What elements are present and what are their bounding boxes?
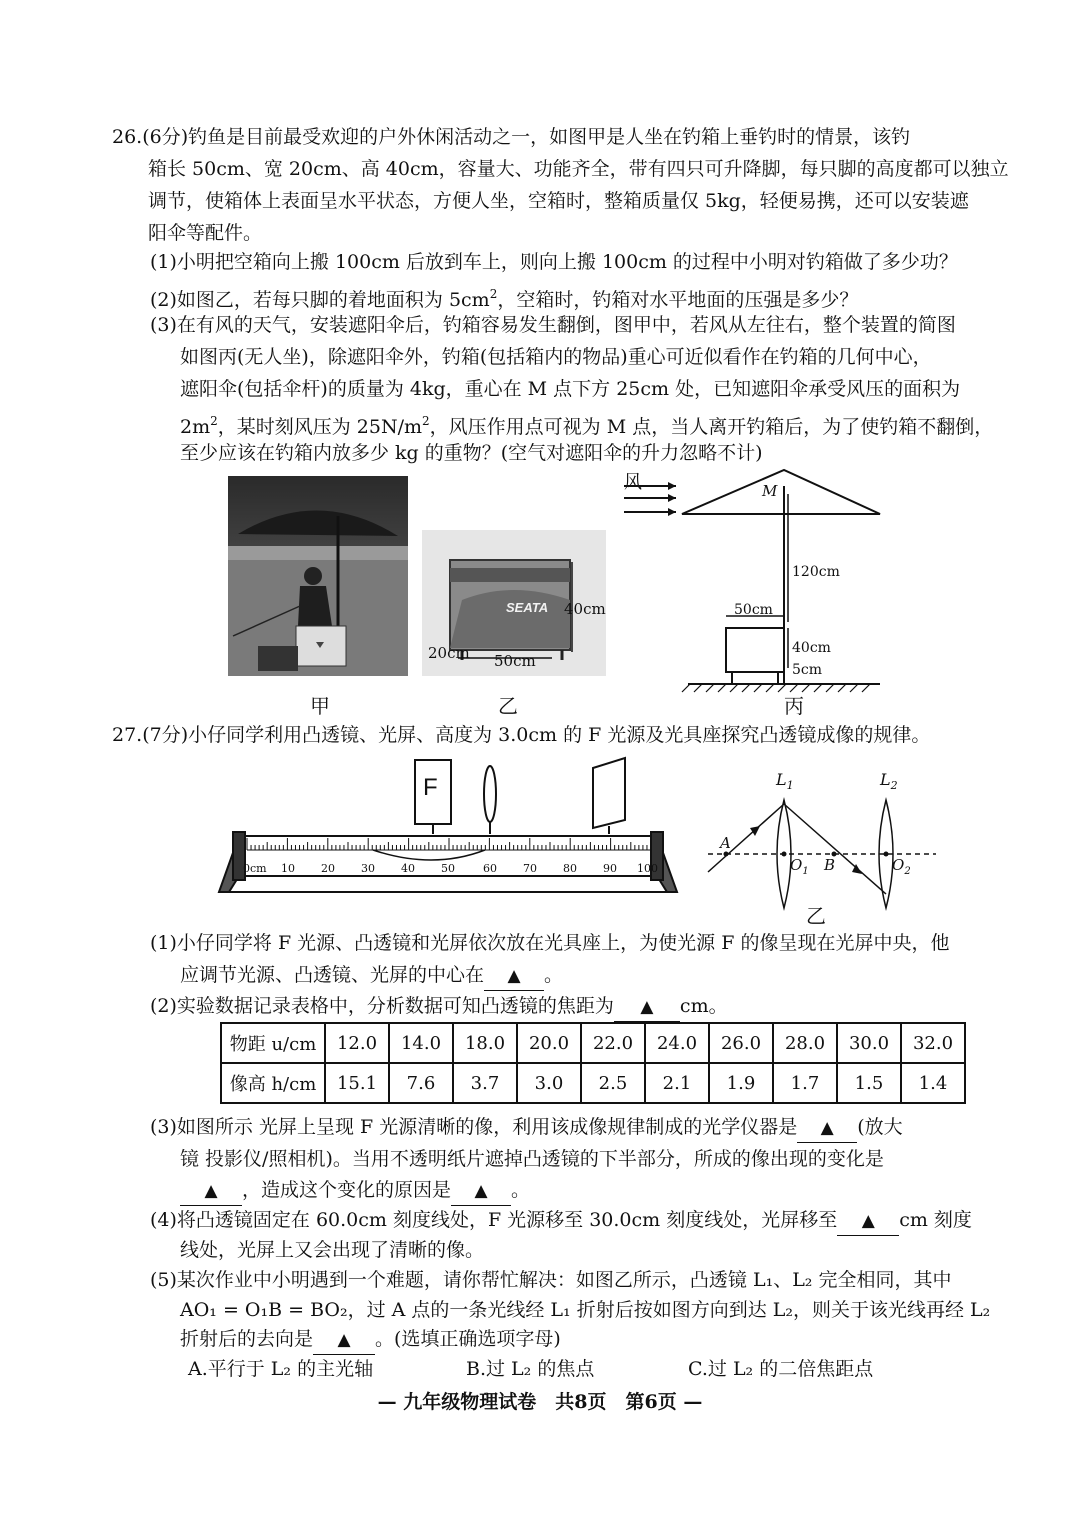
point-m-label: M [762, 482, 778, 500]
table-cell: 12.0 [325, 1023, 389, 1063]
q27-s3-line1: (3)如图所示 光屏上呈现 F 光源清晰的像，利用该成像规律制成的光学仪器是 ▲ (放大 [150, 1113, 903, 1143]
box-height-label: 40cm [564, 600, 606, 618]
tick-label-40: 40 [401, 862, 415, 875]
table-cell: 1.4 [901, 1063, 965, 1103]
tick-label-100: 100 [637, 862, 658, 875]
optical-bench [205, 754, 695, 904]
table-cell: 1.7 [773, 1063, 837, 1103]
f-light-source-label: F [423, 774, 438, 801]
tick-label-90: 90 [603, 862, 617, 875]
lens-l2-label: $L_2$ [880, 770, 898, 792]
table-cell: 20.0 [517, 1023, 581, 1063]
q26-sub3-line4: $2m^2$，某时刻风压为 $25N/m^2$，风压作用点可视为 M 点，当人离开钓箱后，为了使钓箱不翻倒， [180, 414, 994, 438]
option-a[interactable]: A.平行于 L₂ 的主光轴 [188, 1358, 374, 1380]
tick-label-20: 20 [321, 862, 335, 875]
q26-sub3-line2: 如图丙(无人坐)，除遮阳伞外，钓箱(包括箱内的物品)重心可近似看作在钓箱的几何中心， [180, 346, 932, 368]
option-b[interactable]: B.过 L₂ 的焦点 [466, 1358, 595, 1380]
q26-line-4: 阳伞等配件。 [148, 222, 263, 244]
lens-l1-label: $L_1$ [776, 770, 794, 792]
q27-intro: 27.(7分)小仔同学利用凸透镜、光屏、高度为 3.0cm 的 F 光源及光具座探究凸透镜成像的规律。 [112, 724, 931, 746]
table-cell: 3.0 [517, 1063, 581, 1103]
box-length-label: 50cm [494, 652, 536, 670]
q26-line-3: 调节，使箱体上表面呈水平状态，方便人坐，空箱时，整箱质量仅 5kg，轻便易携，还可以安装遮 [148, 190, 969, 212]
q27-s3-line3: ▲ ，造成这个变化的原因是 ▲ 。 [180, 1176, 530, 1206]
table-row-distance [221, 1023, 965, 1063]
q27-s5-line1: (5)某次作业中小明遇到一个难题，请你帮忙解决：如图乙所示，凸透镜 L₁、L₂ 完全相同，其中 [150, 1269, 952, 1291]
dim-120-label: 120cm [792, 564, 840, 580]
q27-s1-line2: 应调节光源、凸透镜、光屏的中心在 ▲ 。 [180, 961, 563, 991]
table-head-distance: 物距 u/cm [221, 1023, 325, 1063]
q27-s5-line2: AO₁ = O₁B = BO₂，过 A 点的一条光线经 L₁ 折射后按如图方向到达 L₂，则关于该光线再经 L₂ [180, 1299, 991, 1321]
point-a-label: A [720, 834, 731, 852]
table-cell: 18.0 [453, 1023, 517, 1063]
table-head-height: 像高 h/cm [221, 1063, 325, 1103]
point-o1-label: $O_1$ [790, 856, 809, 877]
table-cell: 2.1 [645, 1063, 709, 1103]
caption-bing: 丙 [784, 694, 804, 718]
tackle-box-photo [422, 530, 606, 676]
table-cell: 30.0 [837, 1023, 901, 1063]
table-cell: 14.0 [389, 1023, 453, 1063]
q26-sub2: (2)如图乙，若每只脚的着地面积为 $5cm^2$，空箱时，钓箱对水平地面的压强是多少？ [150, 287, 859, 311]
lens-diagram [700, 760, 940, 920]
caption-jia: 甲 [310, 694, 330, 718]
tick-label-0: 0cm [243, 862, 267, 875]
caption-yi: 乙 [498, 694, 518, 718]
box-brand-label: SEATA [506, 600, 549, 615]
table-cell: 24.0 [645, 1023, 709, 1063]
answer-blank-6[interactable]: ▲ [837, 1207, 899, 1236]
answer-blank-5[interactable]: ▲ [451, 1177, 511, 1206]
q27-s4-line2: 线处，光屏上又会出现了清晰的像。 [180, 1239, 485, 1261]
tick-label-70: 70 [523, 862, 537, 875]
answer-blank-7[interactable]: ▲ [313, 1326, 375, 1355]
option-c[interactable]: C.过 L₂ 的二倍焦距点 [688, 1358, 874, 1380]
table-cell: 1.5 [837, 1063, 901, 1103]
table-cell: 22.0 [581, 1023, 645, 1063]
lens-data-table [220, 1022, 966, 1104]
wind-label: 风 [624, 472, 642, 493]
q27-s2: (2)实验数据记录表格中，分析数据可知凸透镜的焦距为 ▲ cm。 [150, 992, 728, 1022]
tick-label-50: 50 [441, 862, 455, 875]
table-cell: 2.5 [581, 1063, 645, 1103]
tick-label-30: 30 [361, 862, 375, 875]
q26-sub3-line3: 遮阳伞(包括伞杆)的质量为 4kg，重心在 M 点下方 25cm 处，已知遮阳伞承受风压的面积为 [180, 378, 961, 400]
q26-sub1: (1)小明把空箱向上搬 100cm 后放到车上，则向上搬 100cm 的过程中小明对钓箱做了多少功？ [150, 251, 958, 273]
table-cell: 26.0 [709, 1023, 773, 1063]
table-cell: 15.1 [325, 1063, 389, 1103]
page-footer: — 九年级物理试卷 共8页 第6页 — [377, 1391, 703, 1413]
tick-label-60: 60 [483, 862, 497, 875]
table-row-height [221, 1063, 965, 1103]
dim-40-label: 40cm [792, 640, 831, 656]
table-cell: 1.9 [709, 1063, 773, 1103]
q27-s3-line2: 镜 投影仪/照相机)。当用不透明纸片遮掉凸透镜的下半部分，所成的像出现的变化是 [180, 1148, 884, 1170]
dim-5-label: 5cm [792, 662, 823, 678]
q27-s4-line1: (4)将凸透镜固定在 60.0cm 刻度线处，F 光源移至 30.0cm 刻度线处，光屏移至 ▲ cm 刻度 [150, 1206, 972, 1236]
answer-blank-4[interactable]: ▲ [180, 1177, 242, 1206]
fishing-photo [228, 476, 408, 676]
table-cell: 32.0 [901, 1023, 965, 1063]
table-cell: 3.7 [453, 1063, 517, 1103]
answer-blank-3[interactable]: ▲ [797, 1114, 857, 1143]
answer-blank-1[interactable]: ▲ [484, 962, 544, 991]
point-b-label: B [824, 856, 836, 874]
table-cell: 28.0 [773, 1023, 837, 1063]
umbrella-diagram [616, 466, 896, 696]
box-width-label: 20cm [428, 644, 470, 662]
q27-s1-line1: (1)小仔同学将 F 光源、凸透镜和光屏依次放在光具座上，为使光源 F 的像呈现在光屏中央，他 [150, 932, 950, 954]
tick-label-80: 80 [563, 862, 577, 875]
answer-blank-2[interactable]: ▲ [614, 993, 680, 1022]
q26-line-1: 26.(6分)钓鱼是目前最受欢迎的户外休闲活动之一，如图甲是人坐在钓箱上垂钓时的情景，该钓 [112, 126, 911, 148]
q26-sub3-line5: 至少应该在钓箱内放多少 kg 的重物？(空气对遮阳伞的升力忽略不计) [180, 442, 763, 464]
point-o2-label: $O_2$ [892, 856, 911, 877]
table-cell: 7.6 [389, 1063, 453, 1103]
dim-50-label: 50cm [734, 602, 773, 618]
caption-lens-yi: 乙 [806, 904, 826, 928]
tick-label-10: 10 [281, 862, 295, 875]
q27-s5-line3: 折射后的去向是 ▲ 。(选填正确选项字母) [180, 1325, 561, 1355]
q26-line-2: 箱长 50cm、宽 20cm、高 40cm，容量大、功能齐全，带有四只可升降脚，每只脚的高度都可以独立 [148, 158, 1009, 180]
q26-sub3-line1: (3)在有风的天气，安装遮阳伞后，钓箱容易发生翻倒，图甲中，若风从左往右，整个装置的简图 [150, 314, 956, 336]
